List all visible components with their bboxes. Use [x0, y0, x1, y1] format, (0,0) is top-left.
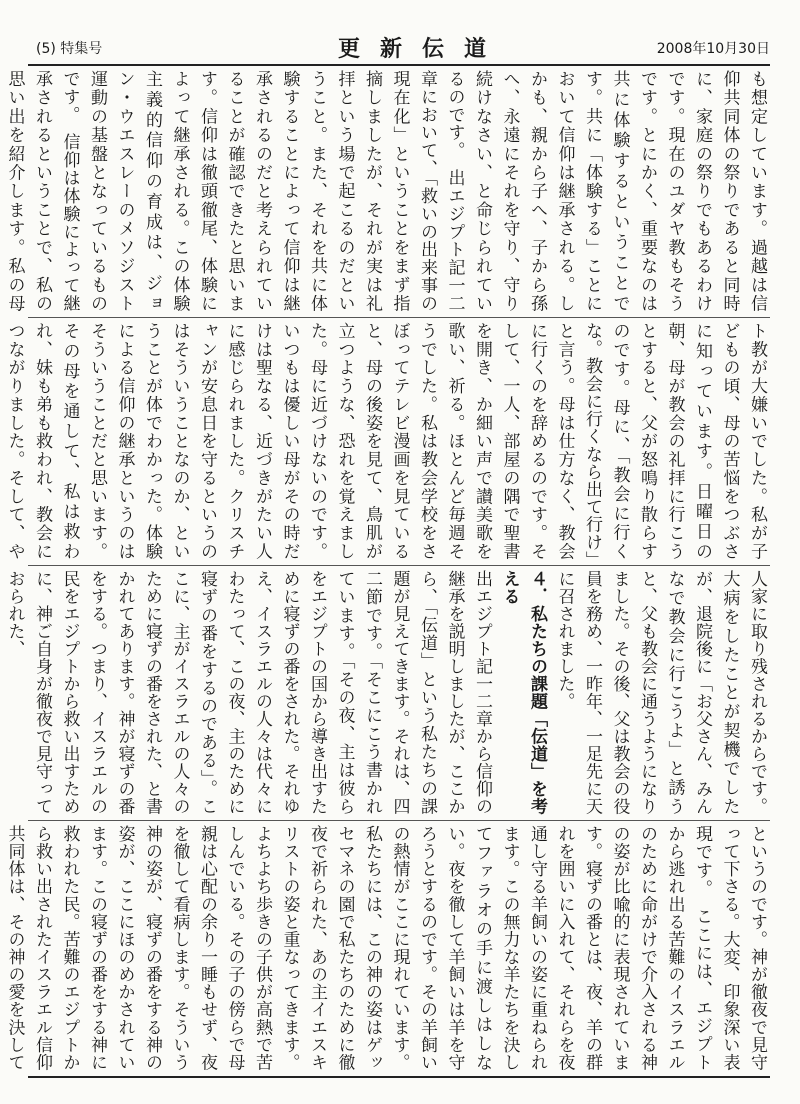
body-text: ト教が大嫌いでした。私が子どもの頃、母の苦悩をつぶさに知っています。日曜日の朝、母が教会の礼拝に行こうとすると、父が怒鳴り散らすのです。母に、「教会に行くな。教会に行くなら出て行け」と言う。母は仕方なく、教会に行くのを辞めるのです。そして、一人、部屋の隅で聖書を開き、か細い声で讃美歌を歌い、祈る。ほとんど毎週そうでした。私は教会学校をさぼってテレビ漫画を見ていると、母の後姿を見て、鳥肌が立つような、恐れを覚えました。母に近づけないのです。いつもは優しい母がその時だけは聖なる、近づきがたい人に感じられました。クリスチャンが安息日を守るというのはそういうことなのか、ということが体でわかった。体験による信仰の継承というのはそういうことだと思います。その母を通して、私は救われ、妹も弟も救われ、教会につながりました。そして、や [4, 322, 767, 560]
page-header [28, 32, 770, 62]
band-divider [28, 317, 770, 318]
newspaper-title: 更新伝道 [338, 36, 507, 62]
issue-date: 2008年10月30日 [656, 41, 770, 57]
issue-label: (5) 特集号 [36, 41, 103, 57]
band-divider [28, 820, 770, 821]
header-rule [28, 64, 770, 66]
section-heading: ４．私たちの課題「伝道」を考える [499, 570, 547, 815]
body-text: 人家に取り残されるからです。大病をしたことが契機でしたが、退院後に「お父さん、みんなで教会に行こうよ」と誘うと、父も教会に通うようになりました。その後、父は教会の役員を務め、一昨年、一足先に天に召されました。 [554, 570, 767, 815]
text-band-4 [4, 825, 770, 1071]
text-band-1 [4, 70, 770, 312]
band-divider [28, 565, 770, 566]
body-text: も想定しています。過越は信仰共同体の祭りであると同時に、家庭の祭りでもあるわけです。現在のユダヤ教もそうです。とにかく、重要なのは共に体験するということです。共に「体験する」ことにおいて信仰は継承される。しかも、親から子へ、子から孫へ、永遠にそれを守り、守り続けなさい、と命じられているのです。 出エジプト記一二章において、「救いの出来事の現在化」ということをまず指摘しましたが、それが実は礼拝という場で起こるのだということ。また、それを共に体験することによって信仰は継承されるのだと考えられていることが確認できたと思います。信仰は徹頭徹尾、体験によって継承される。この体験主義的信仰の育成は、ジョン・ウエスレーのメソジスト運動の基盤となっているものです。 信仰は体験によって継承されるということで、私の思い出を紹介します。私の母 [4, 70, 767, 312]
footer-rule [28, 1076, 770, 1078]
text-band-2 [4, 322, 770, 560]
body-text: 出エジプト記一二章から信仰の継承を説明しましたが、ここから、「伝道」という私たちの課題が見えてきます。それは、四二節です。「そこにこう書かれています。「その夜、主は彼らをエジプトの国から導き出すために寝ずの番をされた。それゆえ、イスラエルの人々は代々にわたって、この夜、主のために寝ずの番をするのである」。ここに、主がイスラエルの人々のために寝ずの番をされた、と書かれてあります。神が寝ずの番をする。つまり、イスラエルの民をエジプトから救い出すために、神ご自身が徹夜で見守っておられた、 [4, 570, 492, 815]
body-text: というのです。神が徹夜で見守って下さる。大変、印象深い表現です。 ここには、エジプトから逃れ出る苦難のイスラエルのために命がけで介入される神の姿が比喩的に表現されています。寝ずの番とは、夜、羊の群れを囲いに入れて、それらを夜通し守る羊飼いの姿に重ねられます。この無力な羊たちを決してファラオの手に渡しはしない。夜を徹して羊飼いは羊を守ろうとするのです。その羊飼いの熱情がここに現れています。私たちには、この神の姿はゲッセマネの園で私たちのために徹夜で祈られた、あの主イエスキリストの姿と重なってきます。よちよち歩きの子供が高熱で苦しんでいる。その子の傍らで母親は心配の余り一睡もせず、夜を徹して看病します。そういう神の姿が、寝ずの番をする神の姿が、ここにほのめかされています。この寝ずの番をする神に救われた民。苦難のエジプトから救い出されたイスラエル信仰共同体は、その神の愛を決して [4, 825, 767, 1071]
text-band-3 [4, 570, 770, 815]
